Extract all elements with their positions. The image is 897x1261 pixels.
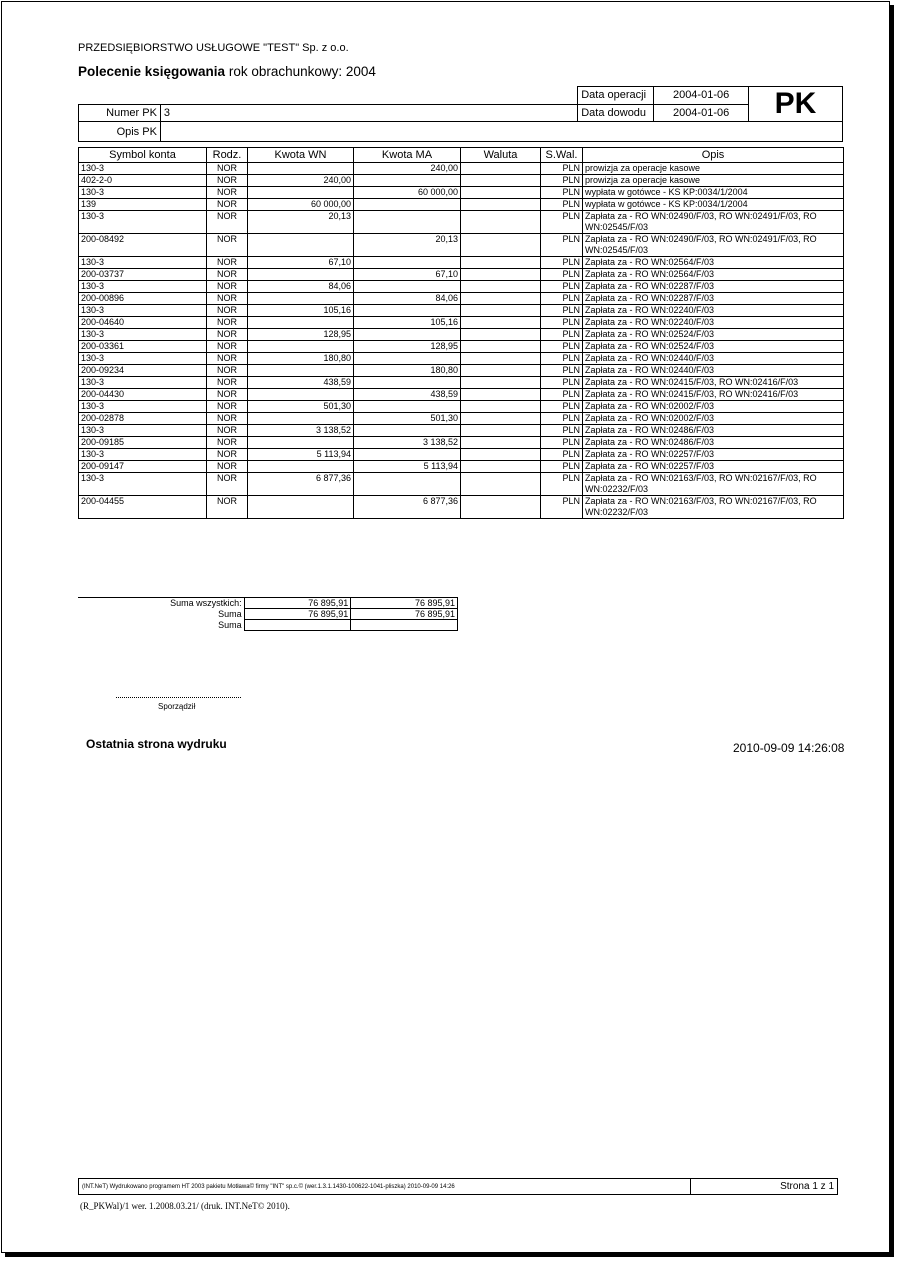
table-row [79,293,844,305]
cell-rodz: NOR [207,329,248,341]
cell-waluta [461,473,541,496]
cell-ma [354,377,461,389]
cell-waluta [461,425,541,437]
cell-waluta [461,401,541,413]
col-opis: Opis [583,148,844,163]
cell-konto: 200-04430 [79,389,207,401]
cell-rodz: NOR [207,401,248,413]
footer-page-number: Strona 1 z 1 [691,1179,838,1195]
sum-wn: 76 895,91 [244,609,351,620]
cell-ma: 128,95 [354,341,461,353]
cell-swal: PLN [541,496,583,519]
cell-konto: 200-08492 [79,234,207,257]
cell-swal: PLN [541,175,583,187]
cell-waluta [461,353,541,365]
cell-rodz: NOR [207,425,248,437]
cell-ma [354,175,461,187]
cell-opis: Zapłata za - RO WN:02564/F/03 [583,269,844,281]
cell-konto: 130-3 [79,163,207,175]
cell-rodz: NOR [207,317,248,329]
cell-konto: 200-00896 [79,293,207,305]
cell-konto: 130-3 [79,473,207,496]
cell-swal: PLN [541,461,583,473]
cell-opis: Zapłata za - RO WN:02524/F/03 [583,329,844,341]
cell-swal: PLN [541,269,583,281]
data-operacji-value: 2004-01-06 [654,87,749,105]
cell-ma: 501,30 [354,413,461,425]
col-kwota-wn: Kwota WN [248,148,354,163]
data-dowodu-label: Data dowodu [578,104,654,122]
cell-rodz: NOR [207,281,248,293]
cell-rodz: NOR [207,377,248,389]
cell-wn: 105,16 [248,305,354,317]
title-bold: Polecenie księgowania [78,64,226,79]
cell-opis: Zapłata za - RO WN:02257/F/03 [583,449,844,461]
table-row [79,257,844,269]
cell-wn [248,496,354,519]
cell-opis: Zapłata za - RO WN:02415/F/03, RO WN:02416/F/03 [583,389,844,401]
opis-pk-label: Opis PK [79,122,161,142]
cell-ma: 240,00 [354,163,461,175]
sum-label: Suma [218,620,242,630]
cell-wn [248,365,354,377]
cell-waluta [461,305,541,317]
table-row [79,341,844,353]
cell-wn: 501,30 [248,401,354,413]
cell-ma: 67,10 [354,269,461,281]
cell-waluta [461,211,541,234]
cell-rodz: NOR [207,341,248,353]
table-row [79,163,844,175]
pk-badge: PK [749,87,843,122]
cell-opis: Zapłata za - RO WN:02415/F/03, RO WN:02416/F/03 [583,377,844,389]
table-row [79,234,844,257]
cell-konto: 130-3 [79,425,207,437]
cell-waluta [461,187,541,199]
cell-ma [354,425,461,437]
cell-ma: 20,13 [354,234,461,257]
cell-rodz: NOR [207,187,248,199]
cell-wn: 84,06 [248,281,354,293]
cell-opis: Zapłata za - RO WN:02002/F/03 [583,401,844,413]
header-table [78,86,843,142]
cell-rodz: NOR [207,496,248,519]
signature-line [116,697,241,698]
cell-opis: wypłata w gotówce - KS KP:0034/1/2004 [583,199,844,211]
cell-rodz: NOR [207,257,248,269]
cell-swal: PLN [541,353,583,365]
cell-rodz: NOR [207,163,248,175]
cell-opis: Zapłata za - RO WN:02257/F/03 [583,461,844,473]
cell-ma [354,401,461,413]
cell-konto: 200-09147 [79,461,207,473]
cell-swal: PLN [541,257,583,269]
table-row [79,305,844,317]
table-row [79,175,844,187]
cell-waluta [461,341,541,353]
col-symbol-konta: Symbol konta [79,148,207,163]
cell-waluta [461,496,541,519]
cell-wn: 3 138,52 [248,425,354,437]
cell-wn [248,187,354,199]
cell-swal: PLN [541,281,583,293]
cell-rodz: NOR [207,269,248,281]
cell-swal: PLN [541,401,583,413]
cell-waluta [461,329,541,341]
cell-rodz: NOR [207,293,248,305]
cell-opis: Zapłata za - RO WN:02163/F/03, RO WN:02167/F/03, RO WN:02232/F/03 [583,473,844,496]
cell-ma [354,449,461,461]
table-row [79,401,844,413]
cell-wn: 180,80 [248,353,354,365]
cell-ma: 6 877,36 [354,496,461,519]
cell-konto: 200-03361 [79,341,207,353]
cell-konto: 200-03737 [79,269,207,281]
table-row [79,269,844,281]
cell-rodz: NOR [207,199,248,211]
table-row [79,413,844,425]
title-rest: rok obrachunkowy: 2004 [225,64,376,79]
cell-swal: PLN [541,425,583,437]
table-row [79,281,844,293]
sum-row [78,620,458,631]
data-dowodu-value: 2004-01-06 [654,104,749,122]
cell-opis: Zapłata za - RO WN:02240/F/03 [583,317,844,329]
cell-waluta [461,257,541,269]
table-row [79,461,844,473]
cell-ma: 84,06 [354,293,461,305]
cell-wn [248,341,354,353]
sum-label: Suma wszystkich: [170,598,242,609]
cell-ma: 5 113,94 [354,461,461,473]
col-waluta: Waluta [461,148,541,163]
cell-ma: 3 138,52 [354,437,461,449]
cell-ma [354,473,461,496]
cell-konto: 130-3 [79,449,207,461]
cell-waluta [461,437,541,449]
cell-swal: PLN [541,199,583,211]
cell-swal: PLN [541,473,583,496]
cell-waluta [461,413,541,425]
sum-wn [244,620,351,631]
cell-ma [354,353,461,365]
cell-swal: PLN [541,317,583,329]
col-swal: S.Wal. [541,148,583,163]
entries-body [79,163,844,519]
cell-swal: PLN [541,305,583,317]
numer-pk-label: Numer PK [79,104,161,122]
cell-konto: 130-3 [79,281,207,293]
cell-wn [248,389,354,401]
cell-opis: prowizja za operacje kasowe [583,175,844,187]
table-row [79,211,844,234]
cell-wn [248,317,354,329]
cell-ma: 60 000,00 [354,187,461,199]
cell-wn [248,413,354,425]
footer-bar [78,1178,838,1195]
numer-pk-value: 3 [160,104,577,122]
document-title [78,64,376,79]
footer-note: (R_PKWal)/1 wer. 1.2008.03.21/ (druk. INT.NeT© 2010). [80,1201,290,1211]
sum-label: Suma [218,609,242,619]
cell-wn: 5 113,94 [248,449,354,461]
cell-wn [248,234,354,257]
cell-rodz: NOR [207,211,248,234]
cell-konto: 130-3 [79,329,207,341]
cell-wn [248,461,354,473]
entries-table [78,147,844,519]
cell-swal: PLN [541,163,583,175]
cell-rodz: NOR [207,389,248,401]
cell-konto: 200-02878 [79,413,207,425]
cell-konto: 130-3 [79,305,207,317]
table-row [79,365,844,377]
cell-konto: 139 [79,199,207,211]
cell-swal: PLN [541,377,583,389]
opis-pk-value [160,122,842,142]
cell-ma: 105,16 [354,317,461,329]
col-kwota-ma: Kwota MA [354,148,461,163]
table-row [79,377,844,389]
sum-row-all [78,598,458,609]
table-header-row [79,148,844,163]
sum-wn: 76 895,91 [244,598,351,609]
cell-ma [354,211,461,234]
sum-row [78,609,458,620]
cell-swal: PLN [541,437,583,449]
cell-swal: PLN [541,413,583,425]
cell-wn: 438,59 [248,377,354,389]
cell-waluta [461,175,541,187]
table-row [79,187,844,199]
table-row [79,199,844,211]
cell-wn: 60 000,00 [248,199,354,211]
cell-ma: 438,59 [354,389,461,401]
cell-waluta [461,461,541,473]
cell-opis: wypłata w gotówce - KS KP:0034/1/2004 [583,187,844,199]
cell-rodz: NOR [207,234,248,257]
last-page-note: Ostatnia strona wydruku [86,737,227,751]
cell-konto: 130-3 [79,401,207,413]
cell-waluta [461,234,541,257]
cell-wn: 20,13 [248,211,354,234]
cell-opis: Zapłata za - RO WN:02486/F/03 [583,437,844,449]
cell-opis: Zapłata za - RO WN:02287/F/03 [583,281,844,293]
cell-waluta [461,365,541,377]
footer-program-info: (INT.NeT) Wydrukowano programem HT 2003 pakietu Motława© firmy "INT" sp.c.© (wer.1.3.1.1430-100622-1041-pliszka) 2010-09-09 14:26 [79,1179,691,1195]
col-rodz: Rodz. [207,148,248,163]
cell-wn: 67,10 [248,257,354,269]
cell-konto: 130-3 [79,187,207,199]
cell-wn [248,437,354,449]
cell-waluta [461,199,541,211]
cell-opis: Zapłata za - RO WN:02240/F/03 [583,305,844,317]
cell-waluta [461,269,541,281]
cell-opis: Zapłata za - RO WN:02163/F/03, RO WN:02167/F/03, RO WN:02232/F/03 [583,496,844,519]
sum-ma: 76 895,91 [351,598,458,609]
cell-opis: Zapłata za - RO WN:02524/F/03 [583,341,844,353]
data-operacji-label: Data operacji [578,87,654,105]
cell-opis: Zapłata za - RO WN:02287/F/03 [583,293,844,305]
table-row [79,449,844,461]
cell-opis: Zapłata za - RO WN:02490/F/03, RO WN:02491/F/03, RO WN:02545/F/03 [583,234,844,257]
cell-opis: Zapłata za - RO WN:02002/F/03 [583,413,844,425]
cell-opis: Zapłata za - RO WN:02486/F/03 [583,425,844,437]
cell-ma [354,257,461,269]
sporzadzil-label: Sporządził [158,702,196,711]
cell-swal: PLN [541,341,583,353]
table-row [79,353,844,365]
cell-konto: 200-09234 [79,365,207,377]
company-name: PRZEDSIĘBIORSTWO USŁUGOWE "TEST" Sp. z o.o. [78,42,349,54]
cell-konto: 130-3 [79,211,207,234]
cell-konto: 402-2-0 [79,175,207,187]
cell-waluta [461,449,541,461]
cell-swal: PLN [541,211,583,234]
cell-waluta [461,163,541,175]
cell-ma: 180,80 [354,365,461,377]
table-row [79,496,844,519]
cell-wn [248,269,354,281]
table-row [79,425,844,437]
cell-rodz: NOR [207,449,248,461]
sums-table [78,597,458,631]
cell-konto: 200-09185 [79,437,207,449]
cell-swal: PLN [541,365,583,377]
cell-ma [354,199,461,211]
cell-swal: PLN [541,187,583,199]
cell-opis: Zapłata za - RO WN:02440/F/03 [583,365,844,377]
cell-ma [354,281,461,293]
cell-opis: Zapłata za - RO WN:02564/F/03 [583,257,844,269]
cell-rodz: NOR [207,461,248,473]
cell-waluta [461,389,541,401]
cell-swal: PLN [541,329,583,341]
cell-waluta [461,377,541,389]
cell-swal: PLN [541,389,583,401]
cell-waluta [461,293,541,305]
table-row [79,389,844,401]
sum-ma [351,620,458,631]
table-row [79,317,844,329]
print-datetime: 2010-09-09 14:26:08 [733,741,845,755]
table-row [79,329,844,341]
cell-rodz: NOR [207,305,248,317]
cell-konto: 200-04455 [79,496,207,519]
cell-ma [354,305,461,317]
cell-waluta [461,281,541,293]
cell-opis: Zapłata za - RO WN:02440/F/03 [583,353,844,365]
cell-wn: 128,95 [248,329,354,341]
table-row [79,473,844,496]
cell-rodz: NOR [207,473,248,496]
cell-opis: Zapłata za - RO WN:02490/F/03, RO WN:02491/F/03, RO WN:02545/F/03 [583,211,844,234]
cell-konto: 130-3 [79,257,207,269]
cell-wn [248,163,354,175]
cell-waluta [461,317,541,329]
cell-opis: prowizja za operacje kasowe [583,163,844,175]
cell-rodz: NOR [207,365,248,377]
cell-konto: 130-3 [79,353,207,365]
sum-ma: 76 895,91 [351,609,458,620]
cell-rodz: NOR [207,175,248,187]
cell-swal: PLN [541,449,583,461]
cell-rodz: NOR [207,437,248,449]
cell-konto: 200-04640 [79,317,207,329]
cell-rodz: NOR [207,413,248,425]
cell-wn: 6 877,36 [248,473,354,496]
cell-swal: PLN [541,293,583,305]
cell-rodz: NOR [207,353,248,365]
cell-ma [354,329,461,341]
table-row [79,437,844,449]
cell-konto: 130-3 [79,377,207,389]
cell-swal: PLN [541,234,583,257]
cell-wn [248,293,354,305]
cell-wn: 240,00 [248,175,354,187]
